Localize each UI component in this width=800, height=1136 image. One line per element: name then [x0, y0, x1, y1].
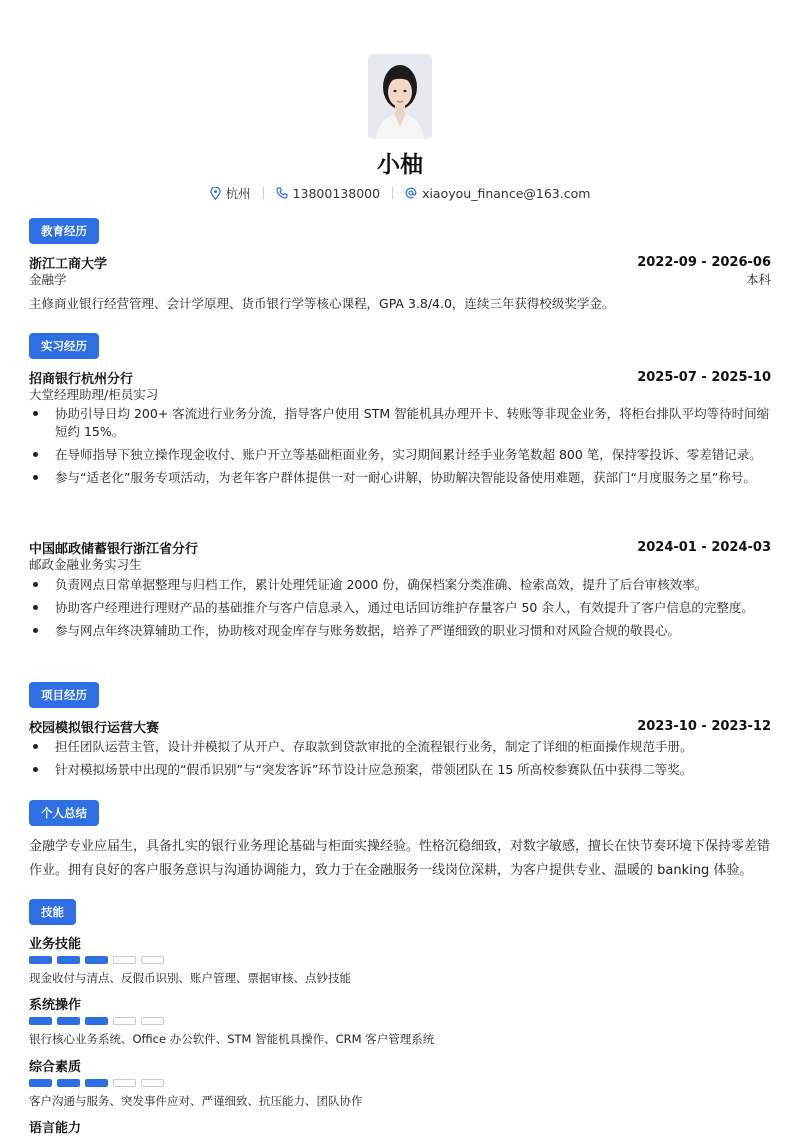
- bullet-text: 担任团队运营主管，设计并模拟了从开户、存取款到贷款审批的全流程银行业务，制定了详细的柜面操作规范手册。: [55, 739, 693, 754]
- skill-level-segment-empty: [141, 1017, 164, 1025]
- at-sign-icon: [405, 187, 417, 199]
- section-tag-education: 教育经历: [29, 218, 99, 244]
- skill-description: 现金收付与清点、反假币识别、账户管理、票据审核、点钞技能: [29, 971, 351, 985]
- internship-bullets: [29, 576, 771, 645]
- skill-level-segment-empty: [113, 956, 136, 964]
- section-tag-project: 项目经历: [29, 682, 99, 708]
- contact-divider: [263, 187, 264, 199]
- education-description: 主修商业银行经营管理、会计学原理、货币银行学等核心课程，GPA 3.8/4.0，连续三年获得校级奖学金。: [29, 296, 615, 311]
- skill-level-segment-empty: [141, 956, 164, 964]
- project-header: [29, 717, 771, 735]
- skill-level-segment-empty: [141, 1079, 164, 1087]
- contact-email: [405, 186, 590, 201]
- education-dates: 2022-09 - 2026-06: [637, 254, 771, 270]
- phone-text: 13800138000: [292, 185, 381, 201]
- education-header: [29, 253, 771, 271]
- contact-line: [0, 184, 800, 202]
- internship-role-row: [29, 555, 771, 573]
- bullet-text: 针对模拟场景中出现的“假币识别”与“突发客诉”环节设计应急预案，带领团队在 15 所高校参赛队伍中获得二等奖。: [55, 762, 693, 777]
- contact-city: [210, 184, 251, 202]
- skill-level-bar: [29, 1017, 164, 1025]
- list-item: [29, 576, 771, 594]
- skill-level-segment-filled: [57, 956, 80, 964]
- bullet-text: 协助引导日均 200+ 客流进行业务分流，指导客户使用 STM 智能机具办理开卡、转账等非现金业务，将柜台排队平均等待时间缩短约 15%。: [55, 406, 770, 439]
- section-tag-internship: 实习经历: [29, 333, 99, 359]
- bullet-dot: [33, 411, 38, 416]
- internship-header: [29, 368, 771, 386]
- skill-level-segment-filled: [29, 1079, 52, 1087]
- bullet-dot: [33, 582, 38, 587]
- company-name: 招商银行杭州分行: [29, 371, 134, 387]
- bullet-text: 在导师指导下独立操作现金收付、账户开立等基础柜面业务，实习期间累计经手业务笔数超 800 笔，保持零投诉、零差错记录。: [55, 447, 762, 462]
- internship-role: 大堂经理助理/柜员实习: [29, 387, 159, 402]
- skill-description: 银行核心业务系统、Office 办公软件、STM 智能机具操作、CRM 客户管理系统: [29, 1032, 435, 1046]
- candidate-name: 小柚: [377, 152, 423, 178]
- skill-title: 语言能力: [29, 1121, 82, 1136]
- location-pin-icon: [210, 187, 221, 200]
- bullet-dot: [33, 605, 38, 610]
- bullet-text: 参与“适老化”服务专项活动，为老年客户群体提供一对一耐心讲解，协助解决智能设备使用难题，获部门“月度服务之星”称号。: [55, 470, 756, 485]
- skill-title: 系统操作: [29, 998, 82, 1013]
- internship-dates: 2025-07 - 2025-10: [637, 369, 771, 385]
- bullet-dot: [33, 452, 38, 457]
- project-name: 校园模拟银行运营大赛: [29, 720, 160, 736]
- bullet-dot: [33, 744, 38, 749]
- email-text[interactable]: xiaoyou_finance@163.com: [422, 185, 591, 201]
- section-tag-summary: 个人总结: [29, 800, 99, 826]
- section-tag-skills: 技能: [29, 899, 76, 925]
- list-item: [29, 446, 771, 464]
- city-text: 杭州: [225, 186, 251, 201]
- summary-text: 金融学专业应届生，具备扎实的银行业务理论基础与柜面实操经验。性格沉稳细致，对数字敏感，擅长在快节奏环境下保持零差错作业。拥有良好的客户服务意识与沟通协调能力，致力于在金融服务一线岗位深耕，为客户提供专业、温暖的 banking 体验。: [29, 839, 771, 878]
- list-item: [29, 599, 771, 617]
- list-item: [29, 405, 771, 441]
- avatar-photo: [368, 54, 432, 139]
- skill-title: 业务技能: [29, 937, 82, 952]
- internship-role-row: [29, 385, 771, 403]
- company-name: 中国邮政储蓄银行浙江省分行: [29, 541, 199, 557]
- list-item: [29, 738, 771, 756]
- skill-level-bar: [29, 956, 164, 964]
- list-item: [29, 761, 771, 779]
- skill-level-segment-filled: [29, 1017, 52, 1025]
- skill-level-segment-filled: [85, 1079, 108, 1087]
- list-item: [29, 469, 771, 487]
- list-item: [29, 622, 771, 640]
- internship-dates: 2024-01 - 2024-03: [637, 539, 771, 555]
- contact-divider: [392, 187, 393, 199]
- skill-level-segment-filled: [85, 956, 108, 964]
- bullet-text: 参与网点年终决算辅助工作，协助核对现金库存与账务数据，培养了严谨细致的职业习惯和对风险合规的敬畏心。: [55, 623, 681, 638]
- internship-role: 邮政金融业务实习生: [29, 557, 142, 572]
- phone-icon: [276, 187, 288, 199]
- skill-level-segment-filled: [57, 1079, 80, 1087]
- degree: 本科: [745, 272, 771, 287]
- skill-title: 综合素质: [29, 1060, 82, 1075]
- internship-header: [29, 538, 771, 556]
- skill-level-segment-filled: [57, 1017, 80, 1025]
- skill-level-segment-empty: [113, 1079, 136, 1087]
- internship-bullets: [29, 405, 771, 492]
- bullet-dot: [33, 767, 38, 772]
- skill-level-bar: [29, 1079, 164, 1087]
- school-name: 浙江工商大学: [29, 256, 108, 272]
- project-dates: 2023-10 - 2023-12: [637, 718, 771, 734]
- project-bullets: [29, 738, 771, 784]
- bullet-text: 负责网点日常单据整理与归档工作，累计处理凭证逾 2000 份，确保档案分类准确、检索高效，提升了后台审核效率。: [55, 577, 708, 592]
- contact-phone: [276, 186, 380, 201]
- skill-level-segment-filled: [85, 1017, 108, 1025]
- bullet-text: 协助客户经理进行理财产品的基础推介与客户信息录入，通过电话回访维护存量客户 50 余人，有效提升了客户信息的完整度。: [55, 600, 754, 615]
- bullet-dot: [33, 628, 38, 633]
- bullet-dot: [33, 475, 38, 480]
- skill-level-segment-filled: [29, 956, 52, 964]
- education-subheader: [29, 270, 771, 288]
- skill-level-segment-empty: [113, 1017, 136, 1025]
- skill-description: 客户沟通与服务、突发事件应对、严谨细致、抗压能力、团队协作: [29, 1094, 363, 1108]
- major: 金融学: [29, 272, 67, 287]
